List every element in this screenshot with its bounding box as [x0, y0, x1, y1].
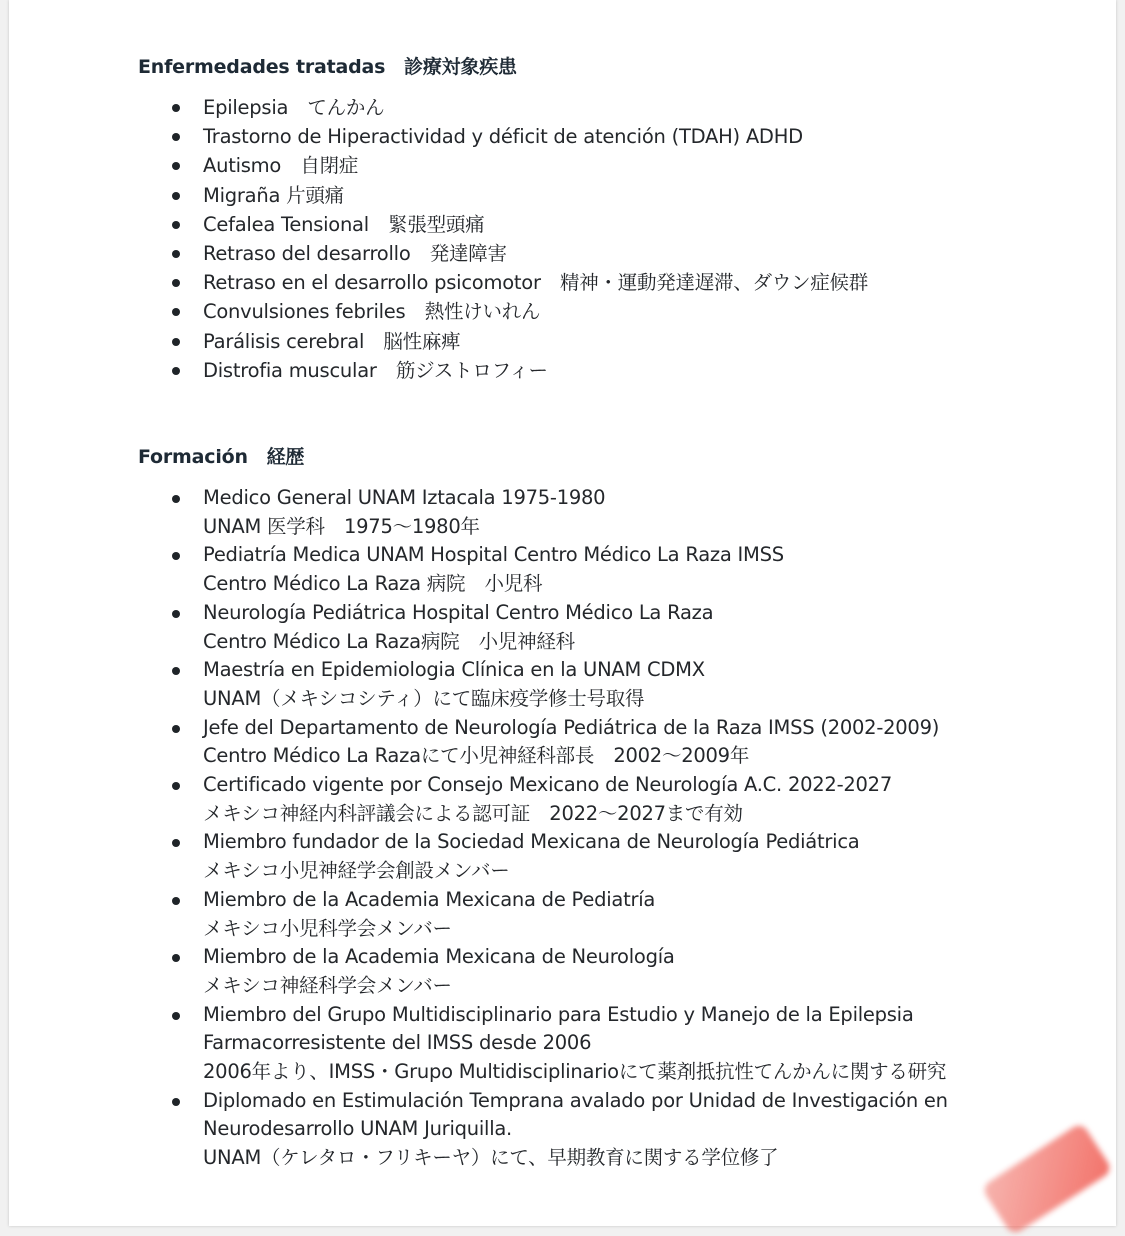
item-line-es: Miembro del Grupo Multidisciplinario para Estudio y Manejo de la Epilepsia [203, 1002, 914, 1026]
item-line-jp: Centro Médico La Raza 病院 小児科 [203, 572, 543, 596]
list-item: Distrofia muscular 筋ジストロフィー [138, 356, 868, 385]
section-title-formation: Formación 経歴 [138, 446, 305, 468]
item-line-es-cont: Farmacorresistente del IMSS desde 2006 [203, 1031, 592, 1055]
list-item [138, 1087, 948, 1173]
item-line-jp: Centro Médico La Raza病院 小児神経科 [203, 629, 575, 653]
list-item: Trastorno de Hiperactividad y déficit de atención (TDAH) ADHD [138, 122, 868, 151]
list-item: Cefalea Tensional 緊張型頭痛 [138, 210, 868, 239]
list-item [138, 656, 948, 713]
list-item [138, 714, 948, 771]
list-item [138, 1001, 948, 1087]
list-item [138, 599, 948, 656]
item-line-jp: メキシコ神経科学会メンバー [203, 973, 452, 997]
list-item [138, 541, 948, 598]
item-line-es: Pediatría Medica UNAM Hospital Centro Médico La Raza IMSS [203, 543, 784, 567]
document-page [9, 0, 1116, 1226]
item-line-jp: UNAM（ケレタロ・フリキーヤ）にて、早期教育に関する学位修了 [203, 1146, 779, 1170]
list-item: Epilepsia てんかん [138, 93, 868, 122]
list-item: Retraso del desarrollo 発達障害 [138, 239, 868, 268]
list-item [138, 484, 948, 541]
item-line-es: Certificado vigente por Consejo Mexicano de Neurología A.C. 2022-2027 [203, 773, 892, 797]
item-line-es: Medico General UNAM Iztacala 1975-1980 [203, 486, 606, 509]
item-line-es: Miembro de la Academia Mexicana de Neurología [203, 945, 675, 969]
item-line-es: Miembro de la Academia Mexicana de Pediatría [203, 887, 656, 911]
item-line-es: Maestría en Epidemiologia Clínica en la UNAM CDMX [203, 658, 705, 682]
item-line-es: Jefe del Departamento de Neurología Pediátrica de la Raza IMSS (2002-2009) [203, 715, 940, 739]
list-item [138, 828, 948, 885]
list-item [138, 943, 948, 1000]
list-item: Autismo 自閉症 [138, 151, 868, 180]
item-line-es: Miembro fundador de la Sociedad Mexicana de Neurología Pediátrica [203, 830, 860, 854]
list-item [138, 771, 948, 828]
list-item [138, 886, 948, 943]
list-item: Retraso en el desarrollo psicomotor 精神・運動発達遅滞、ダウン症候群 [138, 268, 868, 297]
item-line-jp: Centro Médico La Razaにて小児神経科部長 2002～2009年 [203, 744, 750, 768]
item-line-jp: メキシコ小児科学会メンバー [203, 916, 452, 940]
item-line-jp: メキシコ小児神経学会創設メンバー [203, 859, 510, 883]
list-item: Parálisis cerebral 脳性麻痺 [138, 327, 868, 356]
section-title-diseases: Enfermedades tratadas 診療対象疾患 [138, 56, 517, 78]
item-line-jp: UNAM 医学科 1975～1980年 [203, 514, 480, 538]
item-line-jp: メキシコ神経内科評議会による認可証 2022～2027まで有効 [203, 801, 743, 825]
list-item: Convulsiones febriles 熱性けいれん [138, 297, 868, 326]
item-line-jp: 2006年より、IMSS・Grupo Multidisciplinarioにて薬剤抵抗性てんかんに関する研究 [203, 1060, 947, 1084]
item-line-es: Diplomado en Estimulación Temprana avalado por Unidad de Investigación en [203, 1088, 948, 1112]
item-line-es-cont: Neurodesarrollo UNAM Juriquilla. [203, 1117, 513, 1141]
list-item: Migraña 片頭痛 [138, 181, 868, 210]
item-line-es: Neurología Pediátrica Hospital Centro Médico La Raza [203, 600, 714, 624]
formation-list [138, 484, 948, 1173]
diseases-list [138, 93, 868, 385]
item-line-jp: UNAM（メキシコシティ）にて臨床疫学修士号取得 [203, 686, 645, 710]
